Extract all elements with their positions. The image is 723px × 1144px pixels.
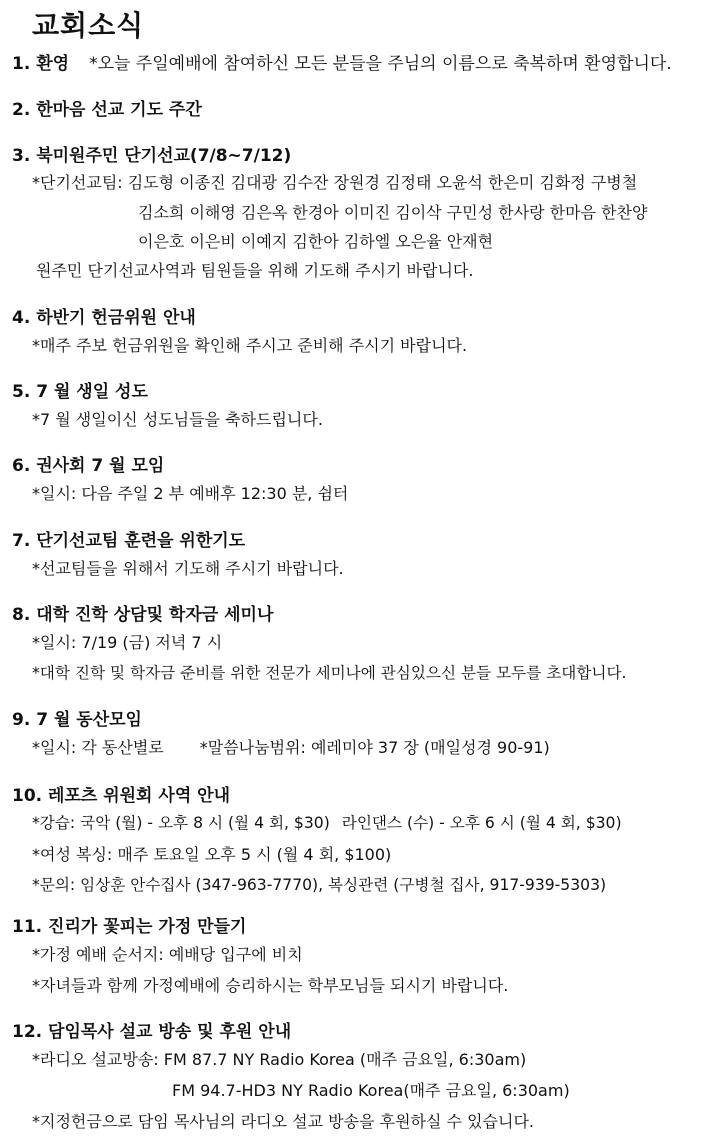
section-heading: 8. 대학 진학 상담및 학자금 세미나 [12, 605, 274, 625]
section-text: *7 월 생일이신 성도님들을 축하드립니다. [32, 410, 323, 429]
section-text: *가정 예배 순서지: 예배당 입구에 비치 [32, 945, 303, 964]
section-date: *일시: 각 동산별로 [32, 738, 164, 757]
page-title: 교회소식 [32, 9, 145, 42]
section-heading: 4. 하반기 헌금위원 안내 [12, 308, 196, 328]
section-text: *매주 주보 헌금위원을 확인해 주시고 준비해 주시기 바랍니다. [32, 336, 468, 355]
class-info: *강습: 국악 (월) - 오후 8 시 (월 4 회, $30) [32, 814, 330, 832]
section-seminar [12, 603, 717, 689]
team-names: 이은호 이은비 이예지 김한아 김하엘 오은율 안재현 [138, 232, 494, 251]
section-text: *자녀들과 함께 가정예배에 승리하시는 학부모님들 되시기 바랍니다. [32, 976, 509, 995]
team-names: 김도형 이종진 김대광 김수잔 장원경 김정태 오윤석 한은미 김화정 구병철 [127, 173, 638, 192]
section-text: *선교팀들을 위해서 기도해 주시기 바랍니다. [32, 559, 344, 578]
section-text: *대학 진학 및 학자금 준비를 위한 전문가 세미나에 관심있으신 분들 모두를 초대합니다. [32, 664, 627, 682]
section-offering [12, 306, 717, 361]
section-training [12, 529, 717, 584]
section-heading: 12. 담임목사 설교 방송 및 후원 안내 [12, 1022, 292, 1042]
section-heading: 1. 환영 [12, 54, 70, 74]
section-prayer-week [12, 98, 717, 122]
section-mission [12, 144, 717, 285]
section-garden [12, 708, 717, 763]
section-heading: 6. 권사회 7 월 모임 [12, 456, 165, 476]
section-text: 원주민 단기선교사역과 팀원들을 위해 기도해 주시기 바랍니다. [36, 261, 474, 280]
section-family-worship [12, 915, 717, 1001]
section-deaconess [12, 454, 717, 509]
section-heading: 5. 7 월 생일 성도 [12, 382, 148, 402]
radio-info: FM 94.7-HD3 NY Radio Korea(매주 금요일, 6:30am) [172, 1081, 570, 1100]
section-heading: 10. 레포츠 위원회 사역 안내 [12, 786, 231, 806]
section-heading: 9. 7 월 동산모임 [12, 710, 142, 730]
section-heading: 7. 단기선교팀 훈련을 위한기도 [12, 531, 246, 551]
section-heading: 2. 한마음 선교 기도 주간 [12, 100, 202, 120]
team-names: 김소희 이해영 김은옥 한경아 이미진 김이삭 구민성 한사랑 한마음 한찬양 [138, 203, 648, 222]
section-scripture: *말씀나눔범위: 예레미야 37 장 (매일성경 90-91) [199, 738, 550, 757]
contact-info: *문의: 임상훈 안수집사 (347-963-7770), 복싱관련 (구병철 집사, 917-939-5303) [32, 876, 607, 894]
section-welcome [12, 52, 717, 76]
section-birthday [12, 380, 717, 435]
section-text: *오늘 주일예배에 참여하신 모든 분들을 주님의 이름으로 축복하며 환영합니다. [89, 54, 672, 74]
class-info: 라인댄스 (수) - 오후 6 시 (월 4 회, $30) [341, 814, 622, 832]
section-date: *일시: 7/19 (금) 저녁 7 시 [32, 633, 223, 652]
section-heading: 3. 북미원주민 단기선교(7/8~7/12) [12, 146, 292, 166]
team-label: *단기선교팀: [32, 173, 123, 192]
section-broadcast [12, 1020, 717, 1137]
section-leports [12, 784, 717, 901]
section-text: *일시: 다음 주일 2 부 예배후 12:30 분, 쉼터 [32, 484, 349, 503]
boxing-info: *여성 복싱: 매주 토요일 오후 5 시 (월 4 회, $100) [32, 845, 392, 864]
radio-info: *라디오 설교방송: FM 87.7 NY Radio Korea (매주 금요일, 6:30am) [32, 1050, 527, 1069]
team-line [12, 168, 717, 198]
section-text: *지정헌금으로 담임 목사님의 라디오 설교 방송을 후원하실 수 있습니다. [32, 1112, 534, 1131]
section-heading: 11. 진리가 꽃피는 가정 만들기 [12, 917, 247, 937]
